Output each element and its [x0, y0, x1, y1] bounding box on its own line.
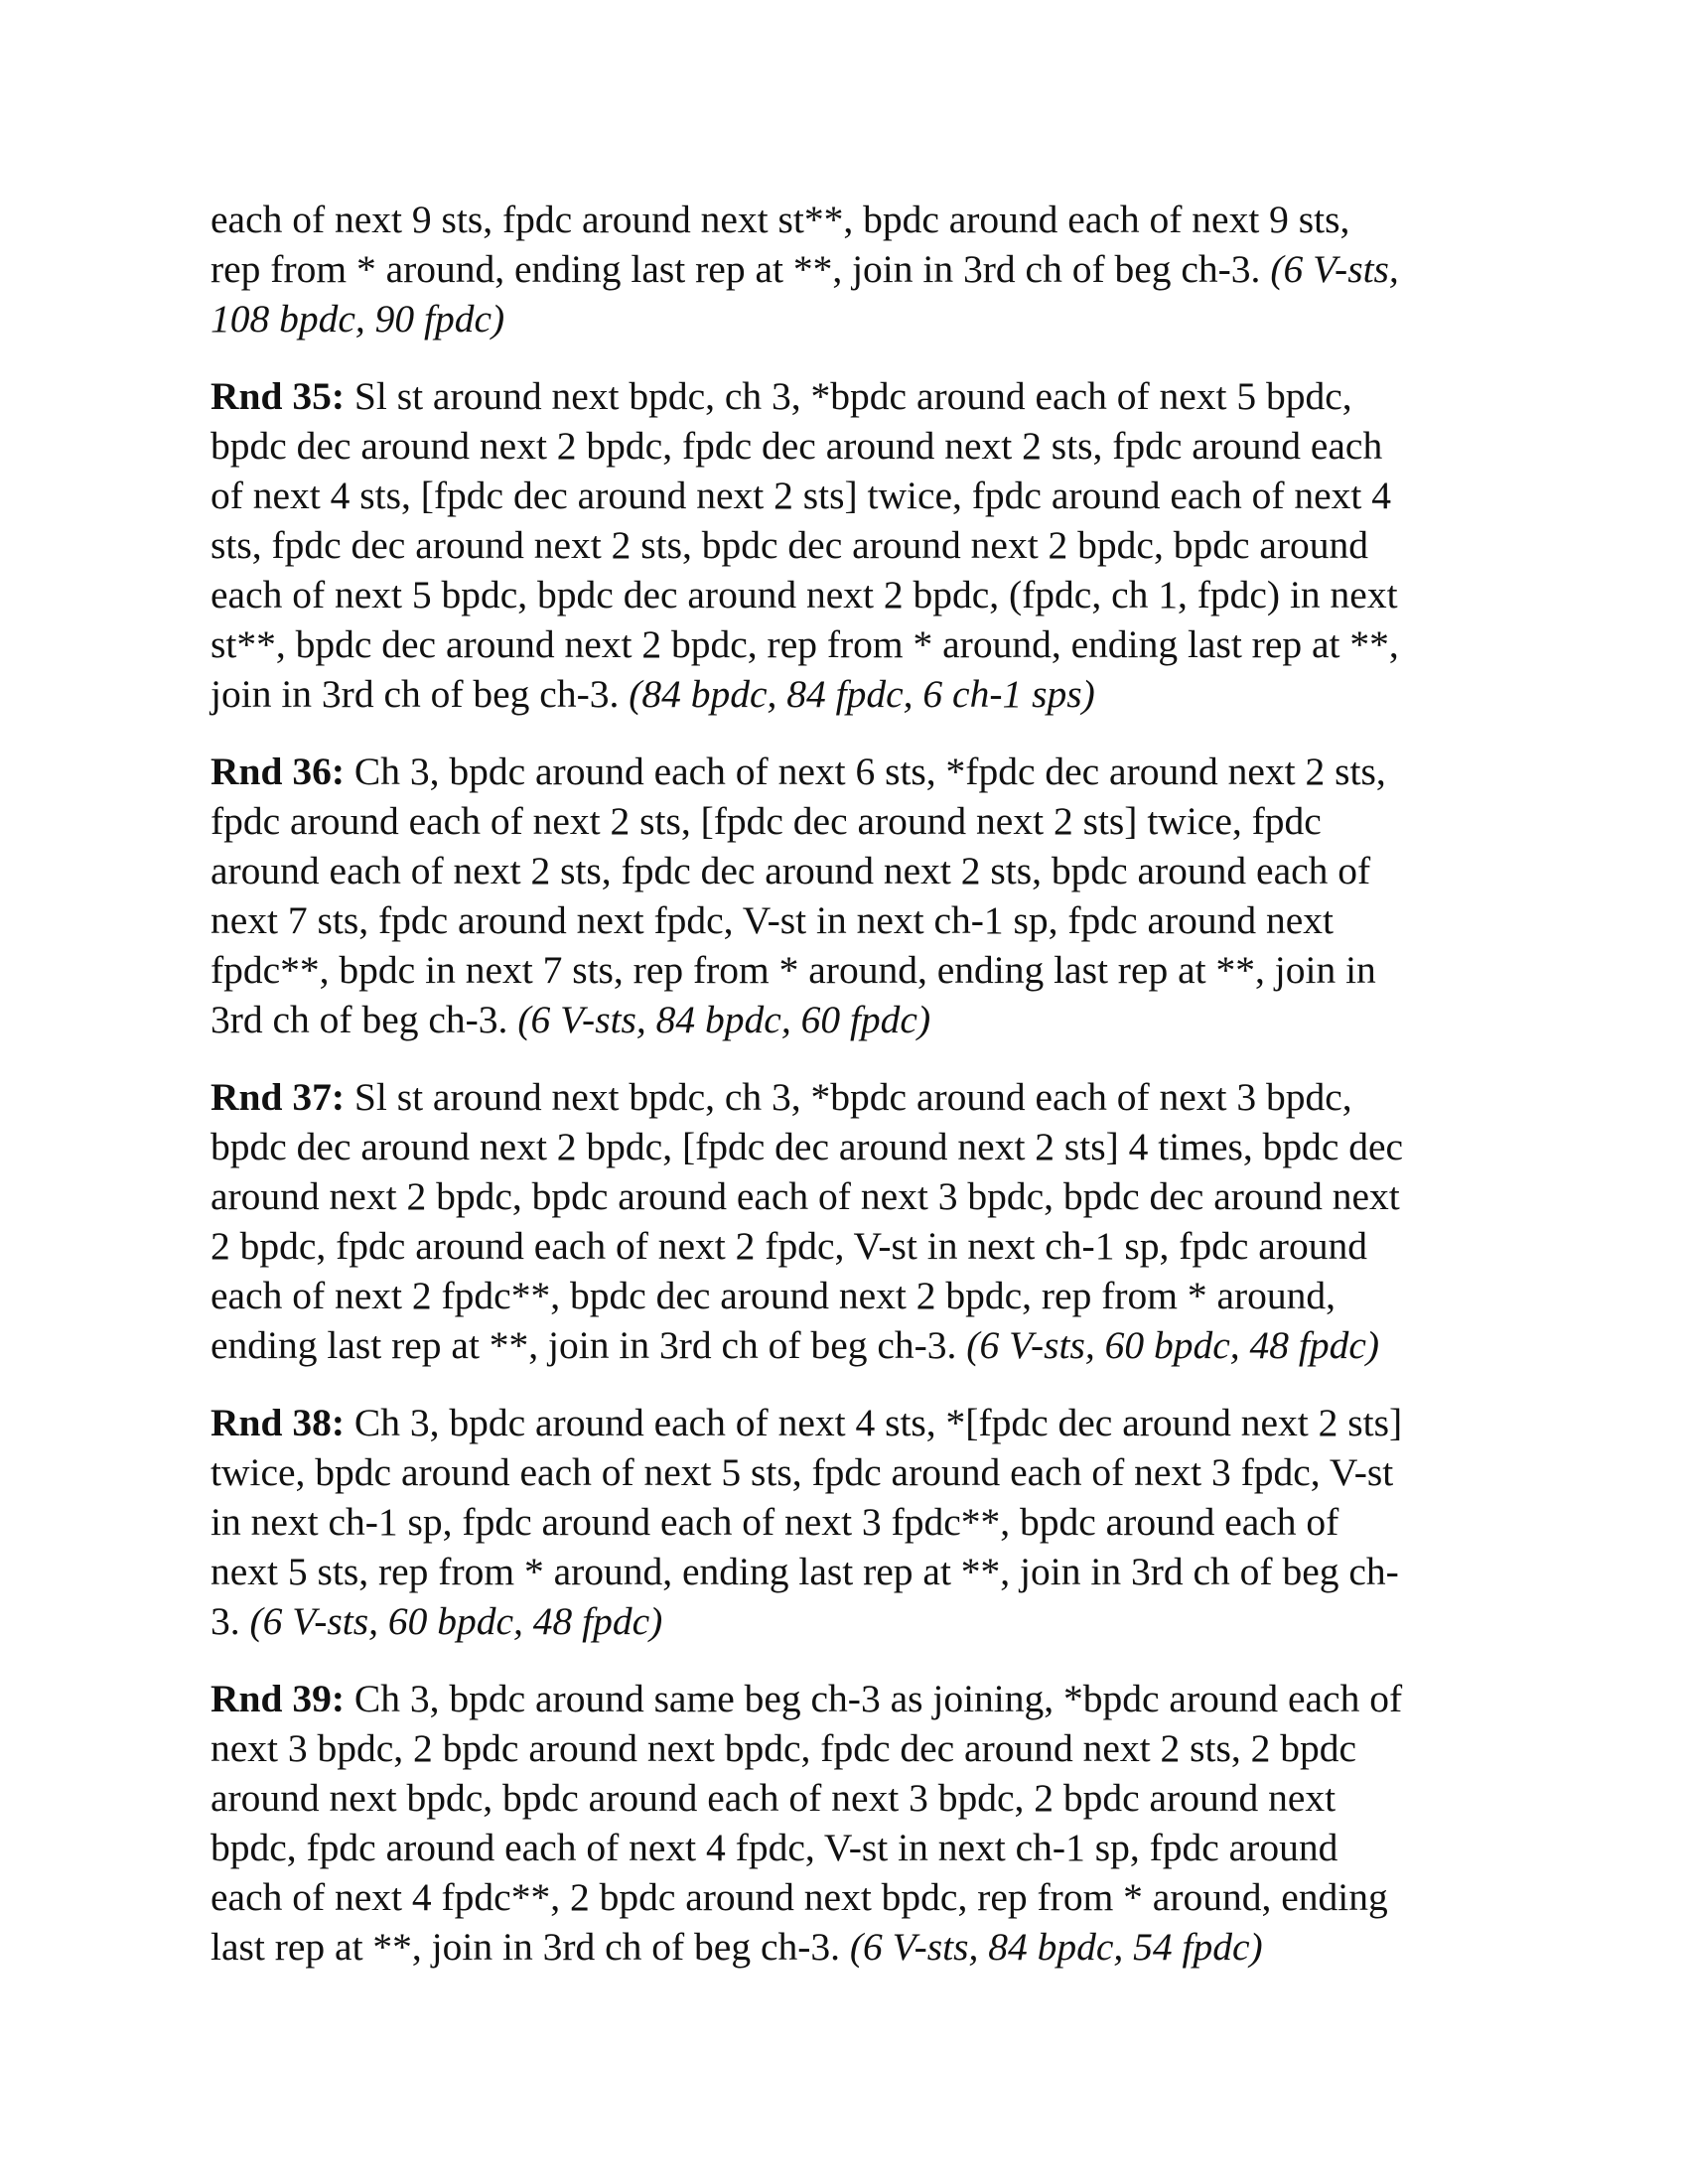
paragraph-rnd-38: [211, 1398, 1491, 1646]
paragraph-rnd-36: [211, 747, 1491, 1044]
round-label: Rnd 37:: [211, 1075, 345, 1119]
round-label: Rnd 39:: [211, 1677, 345, 1720]
paragraph-rnd-35: [211, 371, 1491, 719]
paragraph-rnd-37: [211, 1072, 1491, 1370]
paragraph-rnd-39: [211, 1674, 1491, 1972]
stitch-count: (6 V-sts, 84 bpdc, 60 fpdc): [517, 998, 931, 1041]
round-instructions: Sl st around next bpdc, ch 3, *bpdc around each of next 5 bpdc, bpdc dec around next 2 bpdc, fpdc dec around next 2 sts, fpdc around each of next 4 sts, [fpdc dec around next 2 sts] twice, fpdc around each of next 4 sts, fpdc dec around next 2 sts, bpdc dec around next 2 bpdc, bpdc around each of next 5 bpdc, bpdc dec around next 2 bpdc, (fpdc, ch 1, fpdc) in next st**, bpdc dec around next 2 bpdc, rep from * around, ending last rep at **, join in 3rd ch of beg ch-3.: [211, 374, 1399, 716]
stitch-count: (6 V-sts, 60 bpdc, 48 fpdc): [249, 1599, 663, 1643]
stitch-count: (6 V-sts, 108 bpdc, 90 fpdc): [211, 247, 1399, 341]
round-instructions: Ch 3, bpdc around each of next 6 sts, *fpdc dec around next 2 sts, fpdc around each of next 2 sts, [fpdc dec around next 2 sts] twice, fpdc around each of next 2 sts, fpdc dec around next 2 sts, bpdc around each of next 7 sts, fpdc around next fpdc, V-st in next ch-1 sp, fpdc around next fpdc**, bpdc in next 7 sts, rep from * around, ending last rep at **, join in 3rd ch of beg ch-3.: [211, 750, 1386, 1041]
stitch-count: (84 bpdc, 84 fpdc, 6 ch-1 sps): [629, 672, 1095, 716]
pattern-page: [211, 195, 1491, 1999]
round-instructions: Ch 3, bpdc around each of next 4 sts, *[fpdc dec around next 2 sts] twice, bpdc around each of next 5 sts, fpdc around each of next 3 fpdc, V-st in next ch-1 sp, fpdc around each of next 3 fpdc**, bpdc around each of next 5 sts, rep from * around, ending last rep at **, join in 3rd ch of beg ch- 3.: [211, 1401, 1403, 1643]
round-instructions: each of next 9 sts, fpdc around next st**, bpdc around each of next 9 sts, rep from * around, ending last rep at **, join in 3rd ch of beg ch-3.: [211, 198, 1350, 291]
stitch-count: (6 V-sts, 60 bpdc, 48 fpdc): [966, 1323, 1380, 1367]
round-instructions: Ch 3, bpdc around same beg ch-3 as joining, *bpdc around each of next 3 bpdc, 2 bpdc around next bpdc, fpdc dec around next 2 sts, 2 bpdc around next bpdc, bpdc around each of next 3 bpdc, 2 bpdc around next bpdc, fpdc around each of next 4 fpdc, V-st in next ch-1 sp, fpdc around each of next 4 fpdc**, 2 bpdc around next bpdc, rep from * around, ending last rep at **, join in 3rd ch of beg ch-3.: [211, 1677, 1403, 1969]
round-label: Rnd 36:: [211, 750, 345, 793]
stitch-count: (6 V-sts, 84 bpdc, 54 fpdc): [849, 1925, 1263, 1969]
round-instructions: Sl st around next bpdc, ch 3, *bpdc around each of next 3 bpdc, bpdc dec around next 2 bpdc, [fpdc dec around next 2 sts] 4 times, bpdc dec around next 2 bpdc, bpdc around each of next 3 bpdc, bpdc dec around next 2 bpdc, fpdc around each of next 2 fpdc, V-st in next ch-1 sp, fpdc around each of next 2 fpdc**, bpdc dec around next 2 bpdc, rep from * around, ending last rep at **, join in 3rd ch of beg ch-3.: [211, 1075, 1404, 1367]
round-label: Rnd 35:: [211, 374, 345, 418]
round-label: Rnd 38:: [211, 1401, 345, 1444]
paragraph-continuation: [211, 195, 1491, 343]
